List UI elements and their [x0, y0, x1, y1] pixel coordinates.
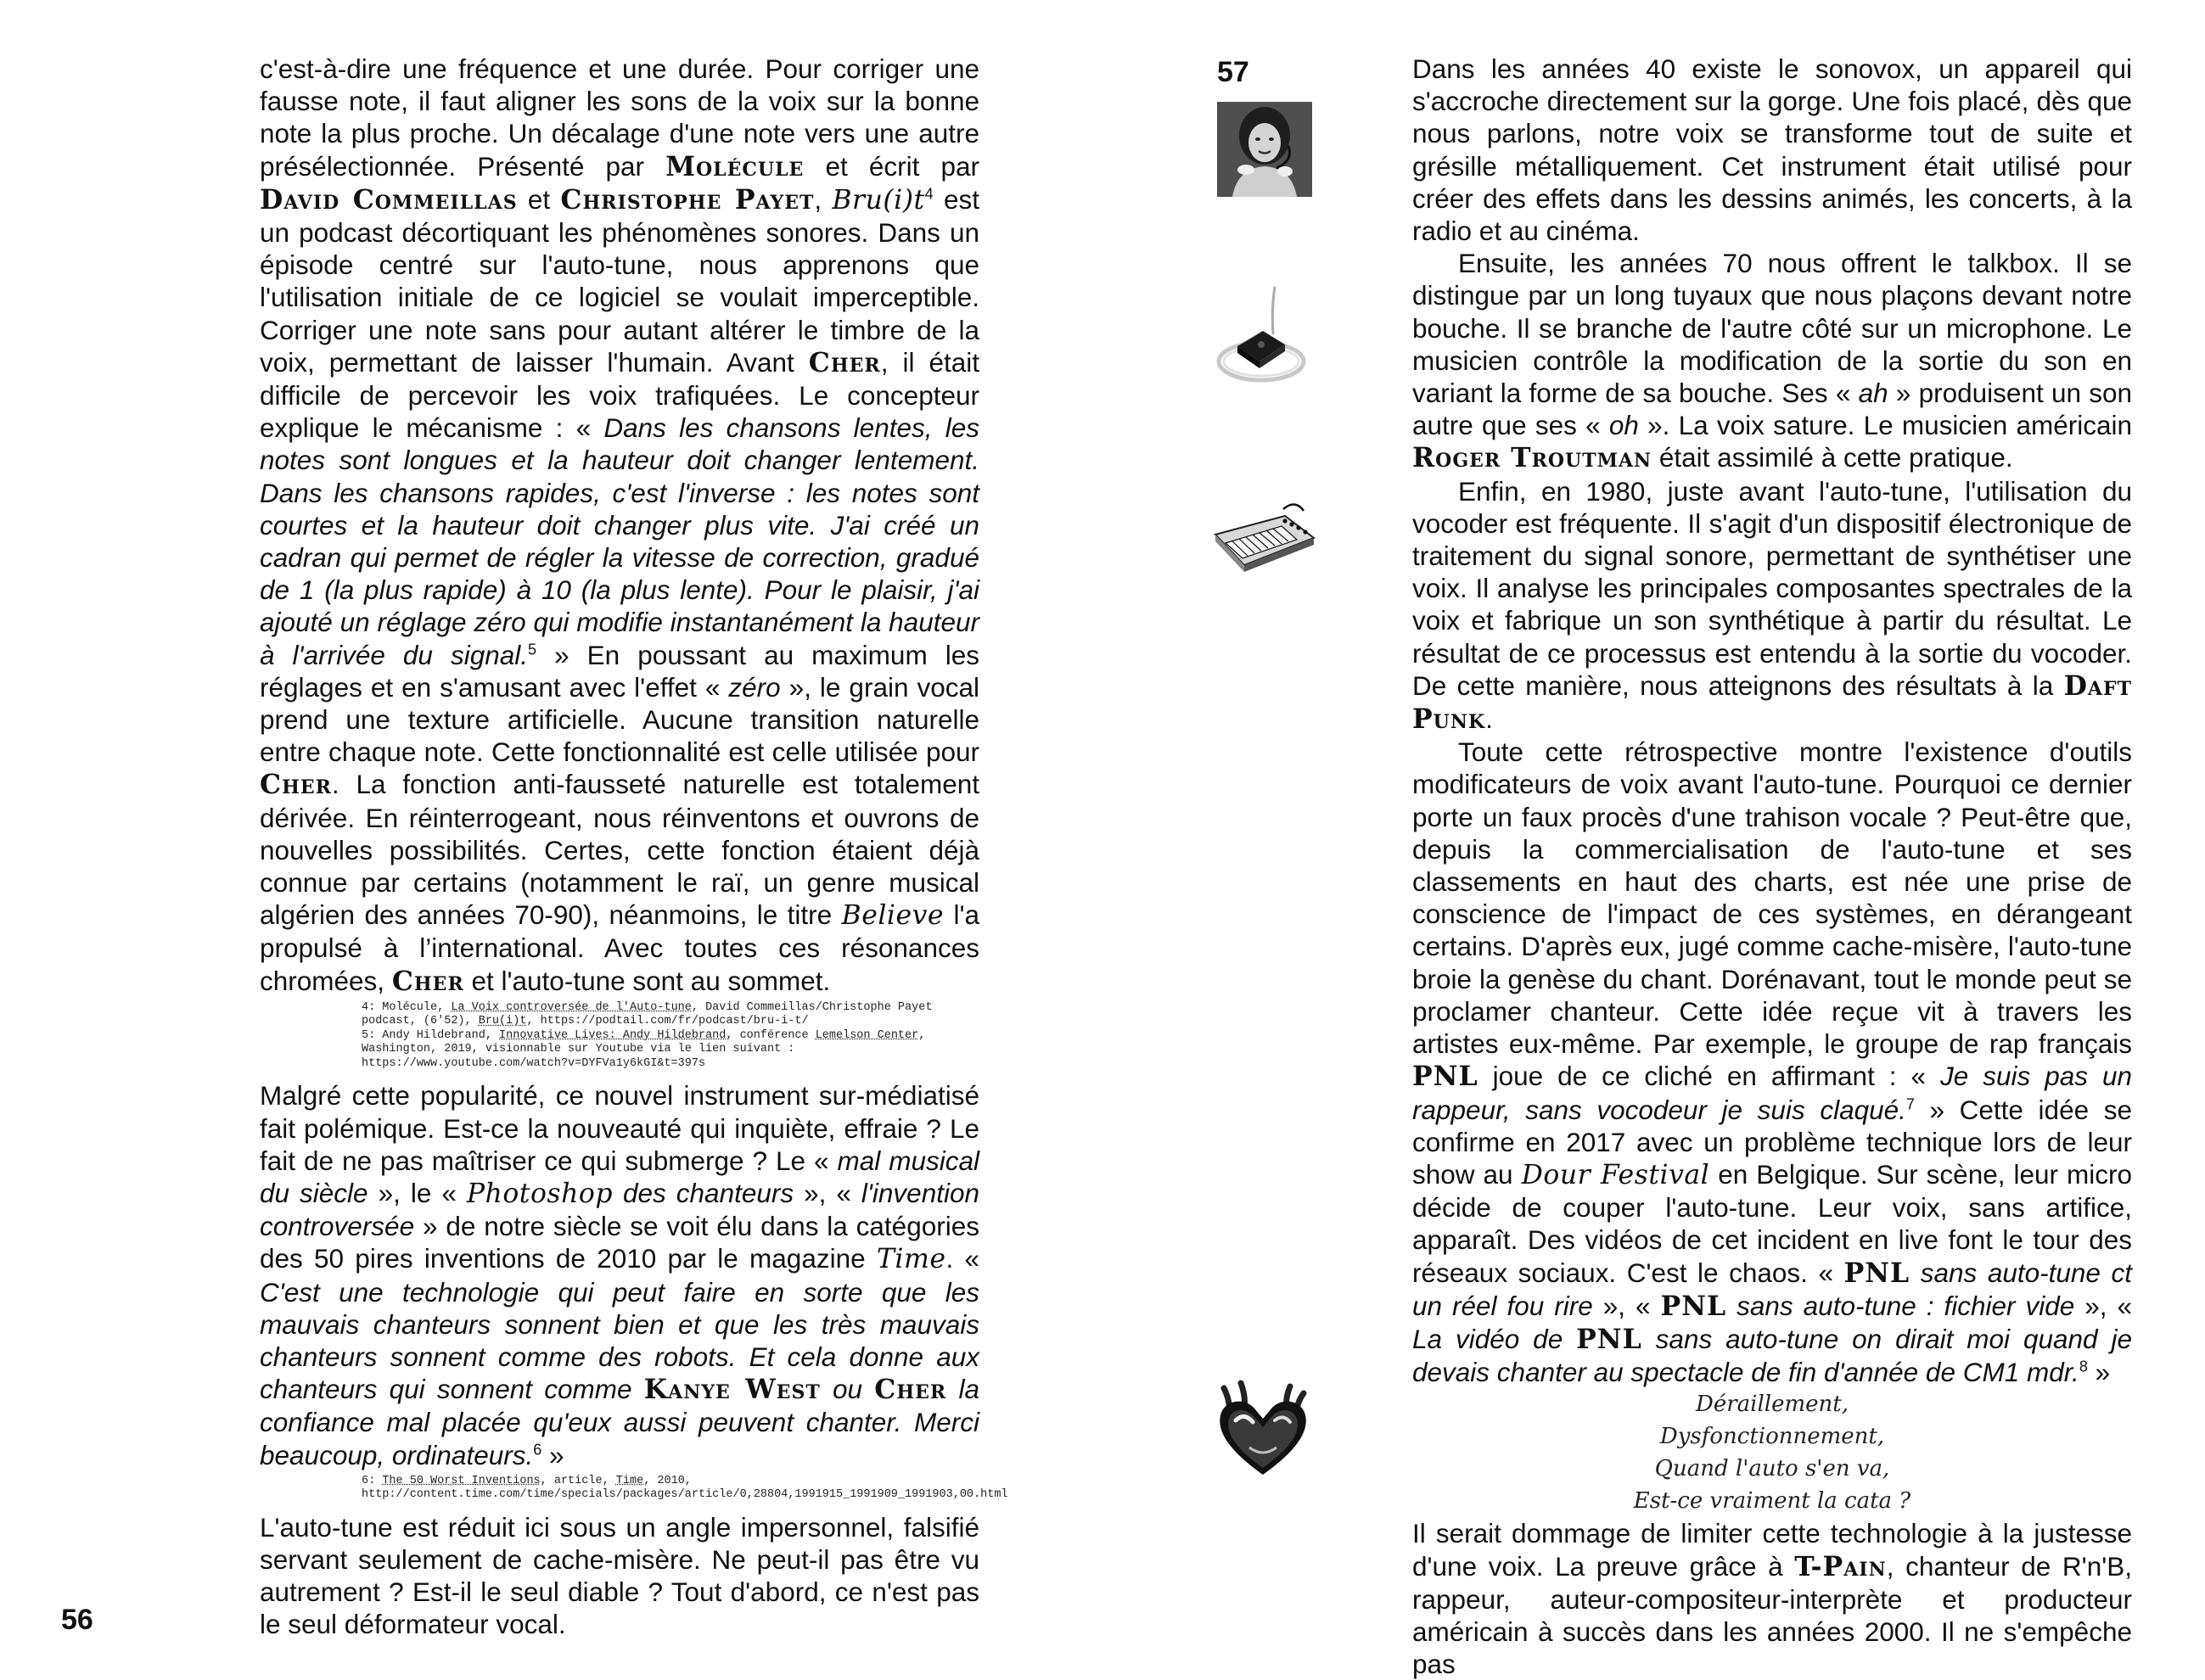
footnote-title: Innovative Lives: Andy Hildebrand	[499, 1028, 727, 1042]
left-paragraph-2	[260, 1079, 979, 1470]
quote-pnl: Je suis pas un rappeur, sans vocodeur je suis claqué.	[1412, 1061, 2132, 1125]
text-run: », le grain vocal prend une texture artificielle. Aucune transition naturelle entre chaque note. Cette fonctionnalité est celle utilisée pour	[260, 671, 979, 768]
text-run: » de notre siècle se voit élu dans la catégories des 50 pires inventions de 2010 par le magazine	[260, 1211, 979, 1274]
chrome-heart-image	[1212, 1380, 1314, 1481]
talkbox-device-image	[1209, 283, 1319, 394]
title-dour-festival: Dour Festival	[1521, 1159, 1710, 1190]
quote-time: C'est une technologie qui peut faire en sorte que les mauvais chanteurs sonnent bien et que les très mauvais chanteurs sonnent comme des robots. Et cela donne aux chanteurs qui sonnent comme	[260, 1276, 979, 1405]
title-time: Time	[876, 1244, 946, 1275]
poem	[1412, 1388, 2132, 1517]
text-run: est un podcast décortiquant les phénomènes sonores. Dans un épisode centré sur l'auto-tune, nous apprenons que l'utilisation initiale de ce logiciel se voulait imperceptible. Corriger une note sans pour autant altérer le timbre de la voix, permettant de laisser l'humain. Avant	[260, 183, 979, 378]
footnote-title: La Voix controversée de l'Auto-tune	[451, 1000, 692, 1014]
name-cher: Cher	[391, 965, 464, 997]
text-run: », «	[1592, 1290, 1661, 1321]
name-pnl: PNL	[1660, 1290, 1727, 1322]
text-run: .	[1485, 703, 1493, 735]
text-run: en Belgique. Sur scène, leur micro décide de couper l'auto-tune. Leur voix, sans artifice, apparaît. Des vidéos de cet incident en live font le tour des réseaux sociaux. C'est le chaos. «	[1412, 1158, 2133, 1288]
name-david-commeillas: David Commeillas	[260, 183, 518, 216]
text-run: » En poussant au maximum les réglages et en s'amusant avec l'effet «	[260, 639, 979, 703]
right-paragraph-1: Dans les années 40 existe le sonovox, un appareil qui s'accroche directement sur la gorge. Une fois placé, dès que nous parlons, notre voix se transforme tout de suite et grésille métalliquement. Cet instrument était utilisé pour créer des effets dans les dessins animés, les concerts, à la radio et au cinéma.	[1412, 53, 2132, 247]
text-run: et l'auto-tune sont au sommet.	[463, 965, 831, 996]
text-run: et	[517, 183, 561, 215]
footnote-ref-6: 6	[533, 1441, 542, 1459]
footnote-6	[362, 1474, 1008, 1503]
text-run: ». La voix sature. Le musicien américain	[1638, 410, 2132, 441]
footnote-title: Bru(i)t	[478, 1015, 527, 1028]
left-paragraph-3: L'auto-tune est réduit ici sous un angle impersonnel, falsifié servant seulement de cache-misère. Ne peut-il pas être vu autrement ? Est-il le seul diable ? Tout d'abord, ce n'est pas le seul déformateur vocal.	[260, 1511, 979, 1640]
text-run: »	[541, 1439, 564, 1470]
title-bruit: Bru(i)t	[832, 184, 925, 216]
footnote-text: 6:	[362, 1474, 383, 1487]
name-cher: Cher	[260, 769, 332, 801]
quote-ah: ah	[1858, 378, 1888, 409]
footnote-title: The 50 Worst Inventions	[382, 1474, 541, 1487]
name-pnl: PNL	[1843, 1257, 1910, 1289]
footnote-text: , 2010, http://content.time.com/time/specials/packages/article/0,28804,1991915_1991909_1991903,00.html	[362, 1474, 1008, 1502]
text-run: Ensuite, les années 70 nous offrent le talkbox. Il se distingue par un long tuyaux que nous plaçons devant notre bouche. Il se branche de l'autre côté sur un microphone. Le musicien contrôle la modification de la sortie du son en variant la forme de sa bouche. Ses «	[1412, 248, 2132, 409]
poem-line: Déraillement,	[1696, 1392, 1849, 1418]
right-paragraph-5	[1412, 1517, 2132, 1680]
text-run: Il serait dommage de limiter cette technologie à la justesse d'une voix. La preuve grâce à	[1412, 1518, 2132, 1582]
footnote-ref-4: 4	[924, 185, 934, 203]
name-cher: Cher	[874, 1374, 947, 1406]
text-run: Malgré cette popularité, ce nouvel instrument sur-médiatisé fait polémique. Est-ce la nouveauté qui inquiète, effraie ? Le fait de ne pas maîtriser ce qui submerge ? Le «	[260, 1080, 979, 1176]
name-cher: Cher	[808, 346, 881, 378]
right-page-column	[1412, 53, 2132, 1680]
quote-invention: l'invention controversée	[260, 1178, 979, 1242]
text-run: Enfin, en 1980, juste avant l'auto-tune, l'utilisation du vocoder est fréquente. Il s'agit d'un dispositif électronique de traitement du signal sonore, permettant de synthétiser une voix. Il analyse les principales composantes spectrales de la voix et fabrique un son synthétique à partir du résultat. Le résultat de ce processus est entendu à la sortie du vocoder. De cette manière, nous atteignons des résultats à la	[1412, 475, 2132, 701]
title-photoshop: Photoshop	[466, 1179, 614, 1209]
footnote-text: , Washington, 2019, visionnable sur Youtube via le lien suivant : https://www.youtube.com/watch?v=DYFVa1y6kGI&t=397s	[362, 1028, 926, 1070]
footnote-text: , conférence	[726, 1028, 816, 1042]
poem-line: Est-ce vraiment la cata ?	[1633, 1488, 1911, 1515]
right-paragraph-4	[1412, 736, 2132, 1388]
sonovox-woman-photo	[1217, 102, 1312, 197]
page-number-left: 56	[61, 1604, 93, 1636]
footnote-text: , David Commeillas/Christophe Payet podcast, (6'52),	[362, 1000, 933, 1028]
name-roger-troutman: Roger Troutman	[1412, 442, 1652, 474]
text-run: , chanteur de R'n'B, rappeur, auteur-compositeur-interprète et producteur américain à succès dans les années 2000. Il ne s'empêche pas	[1412, 1550, 2132, 1680]
text-run: Toute cette rétrospective montre l'existence d'outils modificateurs de voix avant l'auto-tune. Pourquoi ce dernier porte un faux procès d'une trahison vocale ? Peut-être que, depuis la commercialisation de l'auto-tune et ses classements en haut des charts, est née une prise de conscience de l'impact de ces systèmes, en dérangeant certains. D'après eux, jugé comme cache-misère, l'auto-tune broie la genèse du chant. Dorénavant, tout le monde peut se proclamer chanteur. Cette idée reçue vit à travers les artistes eux-même. Par exemple, le groupe de rap français	[1412, 736, 2132, 1060]
name-t-pain: T-Pain	[1794, 1550, 1887, 1582]
footnote-title: Time	[615, 1474, 644, 1487]
text-run: , il était difficile de percevoir les voix trafiquées. Le concepteur explique le mécanisme : «	[260, 346, 979, 444]
footnotes-4-5	[362, 1001, 979, 1072]
quote-tweet: sans auto-tune : fichier vide	[1726, 1290, 2075, 1321]
text-run: était assimilé à cette pratique.	[1652, 442, 2013, 473]
footnote-ref-7: 7	[1905, 1095, 1915, 1112]
name-daft-punk: Daft Punk	[1412, 669, 2132, 736]
text-run: l'a propulsé à l’international. Avec toutes ces résonances chromées,	[260, 899, 979, 996]
text-run: c'est-à-dire une fréquence et une durée. Pour corriger une fausse note, il faut aligner les sons de la voix sur la bonne note la plus proche. Un décalage d'une note vers une autre présélectionnée. Présenté par	[260, 53, 979, 182]
quote-hildebrand: Dans les chansons lentes, les notes sont longues et la hauteur doit changer lentement. Dans les chansons rapides, c'est l'inverse : les notes sont courtes et la hauteur doit changer plus vite. J'ai créé un cadran qui permet de régler la vitesse de correction, gradué de 1 (la plus rapide) à 10 (la plus lente). Pour le plaisir, j'ai ajouté un réglage zéro qui modifie instantanément la hauteur à l'arrivée du signal.	[260, 412, 979, 670]
footnote-text: , article,	[540, 1474, 616, 1487]
footnote-ref-5: 5	[528, 641, 537, 658]
page-number-right: 57	[1217, 56, 1249, 88]
quote-tweet: sans auto-tune on dirait moi quand je devais chanter au spectacle de fin d'année de CM1 mdr.	[1412, 1323, 2132, 1388]
quote-des-chanteurs: des chanteurs	[613, 1178, 794, 1208]
footnote-text: , https://podtail.com/fr/podcast/bru-i-t/	[526, 1015, 809, 1028]
quote-time: la confiance mal placée qu'eux aussi peuvent chanter. Merci beaucoup, ordinateurs.	[260, 1374, 979, 1470]
footnote-text: 4: Molécule,	[362, 1000, 452, 1014]
text-run: », «	[794, 1178, 861, 1208]
text-run: », le «	[368, 1178, 467, 1208]
quote-oh: oh	[1608, 410, 1639, 441]
poem-line: Dysfonctionnement,	[1659, 1424, 1885, 1450]
text-run: », «	[2074, 1290, 2133, 1321]
name-pnl: PNL	[1412, 1061, 1478, 1093]
name-christophe-payet: Christophe Payet	[560, 183, 815, 216]
text-run: ,	[814, 183, 833, 215]
text-run: joue de ce cliché en affirmant : «	[1478, 1061, 1940, 1092]
right-paragraph-3	[1412, 475, 2132, 736]
poem-line: Quand l'auto s'en va,	[1654, 1456, 1890, 1482]
vocoder-keyboard-image	[1209, 497, 1319, 582]
text-run: » produisent un son autre que ses «	[1412, 378, 2132, 441]
name-kanye-west: Kanye West	[643, 1374, 821, 1406]
text-run: . «	[945, 1243, 979, 1274]
text-run: »	[2087, 1357, 2111, 1388]
footnote-text: 5: Andy Hildebrand,	[362, 1028, 500, 1042]
title-believe: Believe	[841, 900, 945, 932]
name-molecule: Molécule	[665, 150, 805, 182]
footnote-title: Lemelson Center	[815, 1028, 919, 1042]
name-pnl: PNL	[1576, 1323, 1642, 1355]
left-page-column	[260, 53, 1008, 1641]
quote-time: ou	[820, 1374, 875, 1405]
left-paragraph-1	[260, 53, 979, 998]
quote-tweet: sans auto-tune ct un réel fou rire	[1412, 1257, 2132, 1321]
footnote-ref-8: 8	[2079, 1358, 2088, 1375]
quote-mal-musical: mal musical du siècle	[260, 1145, 979, 1208]
quote-tweet: La vidéo de	[1412, 1323, 1577, 1354]
right-paragraph-2	[1412, 247, 2132, 474]
quote-zero: zéro	[728, 671, 781, 703]
text-run: » Cette idée se confirme en 2017 avec un problème technique lors de leur show au	[1412, 1094, 2132, 1190]
text-run: . La fonction anti-fausseté naturelle est totalement dérivée. En réinterrogeant, nous réinventons et ouvrons de nouvelles possibilités. Certes, cette fonction étaient déjà connue par certains (notamment le raï, un genre musical algérien des années 70-90), néanmoins, le titre	[260, 769, 979, 931]
text-run: et écrit par	[804, 150, 979, 182]
